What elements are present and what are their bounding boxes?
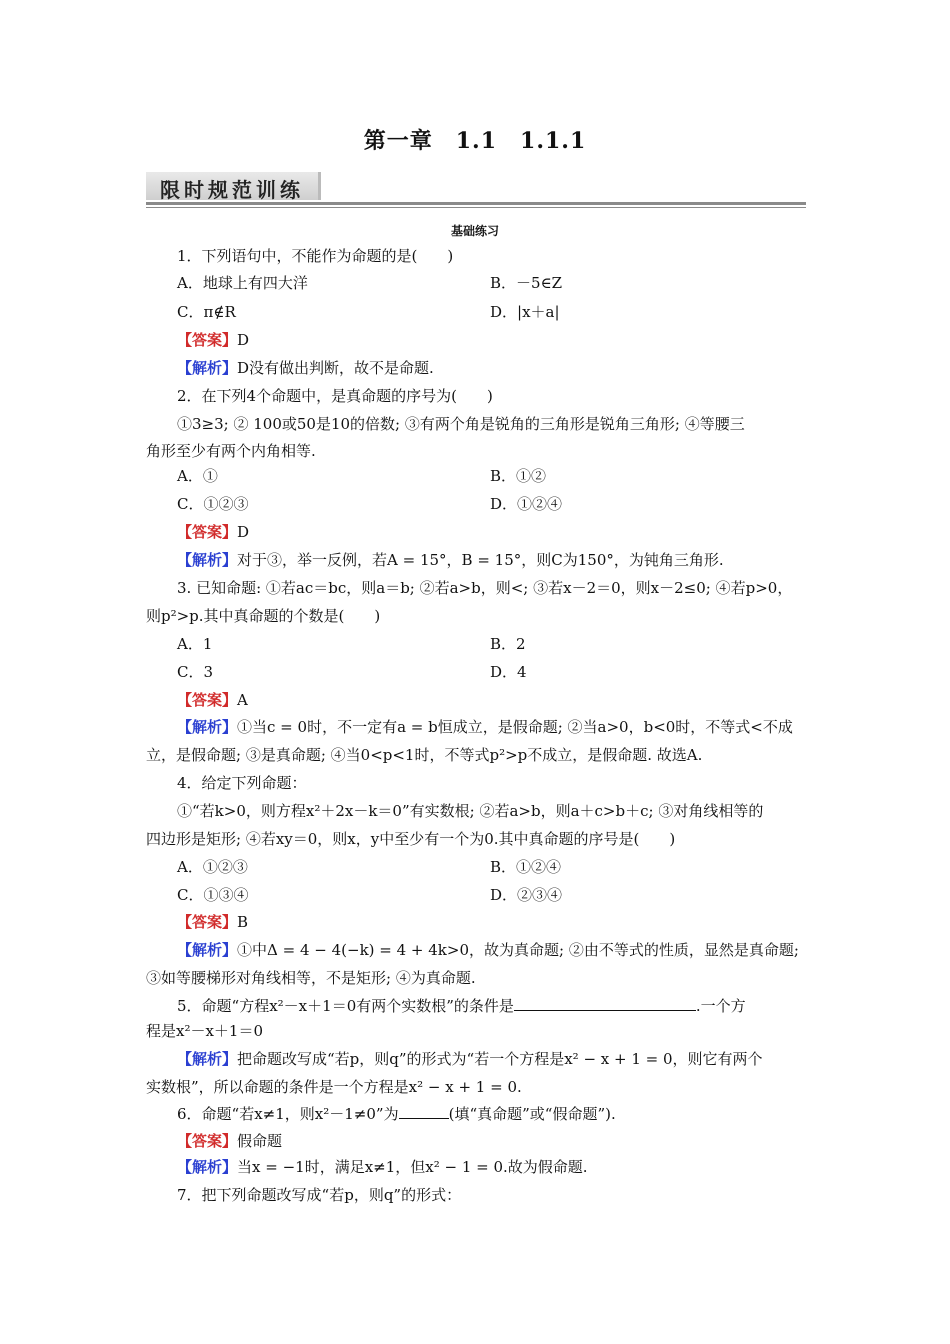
q3-stem-2: 则p²>p.其中真命题的个数是( ): [146, 607, 381, 625]
q5-explanation-1: [177, 1049, 839, 1069]
page-title: 第一章 1.1 1.1.1: [363, 128, 587, 154]
answer-tag: 【答案】: [177, 331, 238, 349]
explanation-text: 把命题改写成“若p，则q”的形式为“若一个方程是x² − x + 1 = 0，则它有两个: [237, 1050, 763, 1068]
q4-option-b: B．①②④: [490, 858, 562, 876]
answer-blank[interactable]: [514, 996, 696, 1011]
banner-rule-thin: [146, 207, 806, 208]
answer-tag: 【答案】: [177, 913, 238, 931]
q2-body-2: 角形至少有两个内角相等.: [146, 442, 316, 460]
q2-answer: [177, 522, 839, 542]
answer-value: A: [237, 691, 248, 709]
q3-explanation-1: [177, 717, 839, 737]
answer-tag: 【答案】: [177, 523, 238, 541]
q1-option-c: C．π∉R: [177, 303, 236, 321]
explanation-tag: 【解析】: [177, 1158, 238, 1176]
q1-option-b: B．－5∈Z: [490, 274, 563, 292]
q3-option-a: A．1: [177, 635, 213, 653]
answer-tag: 【答案】: [177, 1132, 238, 1150]
q3-option-c: C．3: [177, 663, 214, 681]
q6-stem-tail: (填“真命题”或“假命题”).: [448, 1105, 616, 1123]
q4-option-c: C．①③④: [177, 886, 249, 904]
answer-value: B: [237, 913, 249, 931]
q4-stem: 4．给定下列命题：: [177, 774, 307, 792]
explanation-text: ①中Δ = 4 − 4(−k) = 4 + 4k>0，故为真命题; ②由不等式的性质，显然是真命题;: [237, 941, 799, 959]
banner-label: 限时规范训练: [160, 178, 304, 202]
q2-explanation: [177, 550, 839, 570]
q5-stem-text: 5．命题“方程x²－x＋1＝0有两个实数根”的条件是: [177, 997, 514, 1015]
q4-option-d: D．②③④: [490, 886, 563, 904]
q4-answer: [177, 912, 839, 932]
q2-option-b: B．①②: [490, 467, 547, 485]
explanation-tag: 【解析】: [177, 941, 238, 959]
q3-answer: [177, 690, 839, 710]
q4-body-2: 四边形是矩形; ④若xy＝0，则x，y中至少有一个为0.其中真命题的序号是( ): [146, 830, 676, 848]
section-banner: [146, 172, 806, 210]
q5-stem: [177, 996, 839, 1016]
explanation-text: ①当c = 0时，不一定有a = b恒成立，是假命题; ②当a>0，b<0时，不等式<不成: [237, 718, 793, 736]
q6-answer: [177, 1131, 839, 1151]
q6-explanation: [177, 1157, 839, 1177]
q4-explanation-1: [177, 940, 839, 960]
q4-explanation-2: ③如等腰梯形对角线相等，不是矩形; ④为真命题.: [146, 969, 476, 987]
banner-box: [146, 172, 321, 200]
q1-stem: 1．下列语句中，不能作为命题的是( ): [177, 247, 454, 265]
answer-value: D: [237, 523, 250, 541]
q3-option-d: D．4: [490, 663, 527, 681]
explanation-tag: 【解析】: [177, 359, 238, 377]
banner-rule: [146, 202, 806, 205]
explanation-tag: 【解析】: [177, 1050, 238, 1068]
q1-option-a: A．地球上有四大洋: [177, 274, 308, 292]
answer-value: 假命题: [237, 1132, 283, 1150]
q2-stem: 2．在下列4个命题中，是真命题的序号为( ): [177, 387, 493, 405]
answer-value: D: [237, 331, 250, 349]
q5-stem-2: 程是x²－x＋1＝0: [146, 1022, 264, 1040]
q1-explanation: [177, 358, 839, 378]
q6-stem: [177, 1104, 839, 1124]
explanation-tag: 【解析】: [177, 551, 238, 569]
q7-stem: 7．把下列命题改写成“若p，则q”的形式：: [177, 1186, 462, 1204]
q4-option-a: A．①②③: [177, 858, 248, 876]
explanation-text: 对于③，举一反例，若A = 15°，B = 15°，则C为150°，为钝角三角形.: [237, 551, 724, 569]
explanation-tag: 【解析】: [177, 718, 238, 736]
explanation-text: D没有做出判断，故不是命题.: [237, 359, 434, 377]
explanation-text: 当x = −1时，满足x≠1，但x² − 1 = 0.故为假命题.: [237, 1158, 588, 1176]
q2-option-a: A．①: [177, 467, 218, 485]
q1-answer: [177, 330, 839, 350]
q2-body-1: ①3≥3; ② 100或50是10的倍数; ③有两个角是锐角的三角形是锐角三角形; ④等腰三: [177, 415, 745, 433]
answer-blank[interactable]: [399, 1104, 449, 1119]
q6-stem-text: 6．命题“若x≠1，则x²－1≠0”为: [177, 1105, 399, 1123]
section-heading: 基础练习: [450, 224, 499, 238]
q4-body-1: ①“若k>0，则方程x²＋2x－k＝0”有实数根; ②若a>b，则a＋c>b＋c; ③对角线相等的: [177, 802, 764, 820]
answer-tag: 【答案】: [177, 691, 238, 709]
q1-option-d: D．|x＋a|: [490, 303, 560, 321]
q2-option-d: D．①②④: [490, 495, 563, 513]
q5-explanation-2: 实数根”，所以命题的条件是一个方程是x² − x + 1 = 0.: [146, 1078, 522, 1096]
q5-stem-tail: .一个方: [695, 997, 746, 1015]
q3-explanation-2: 立，是假命题; ③是真命题; ④当0<p<1时，不等式p²>p不成立，是假命题. 故选A.: [146, 746, 703, 764]
q2-option-c: C．①②③: [177, 495, 249, 513]
q3-option-b: B．2: [490, 635, 526, 653]
q3-stem-1: 3. 已知命题: ①若ac＝bc，则a＝b; ②若a>b，则<; ③若x－2＝0，则x－2≤0; ④若p>0，: [177, 579, 793, 597]
